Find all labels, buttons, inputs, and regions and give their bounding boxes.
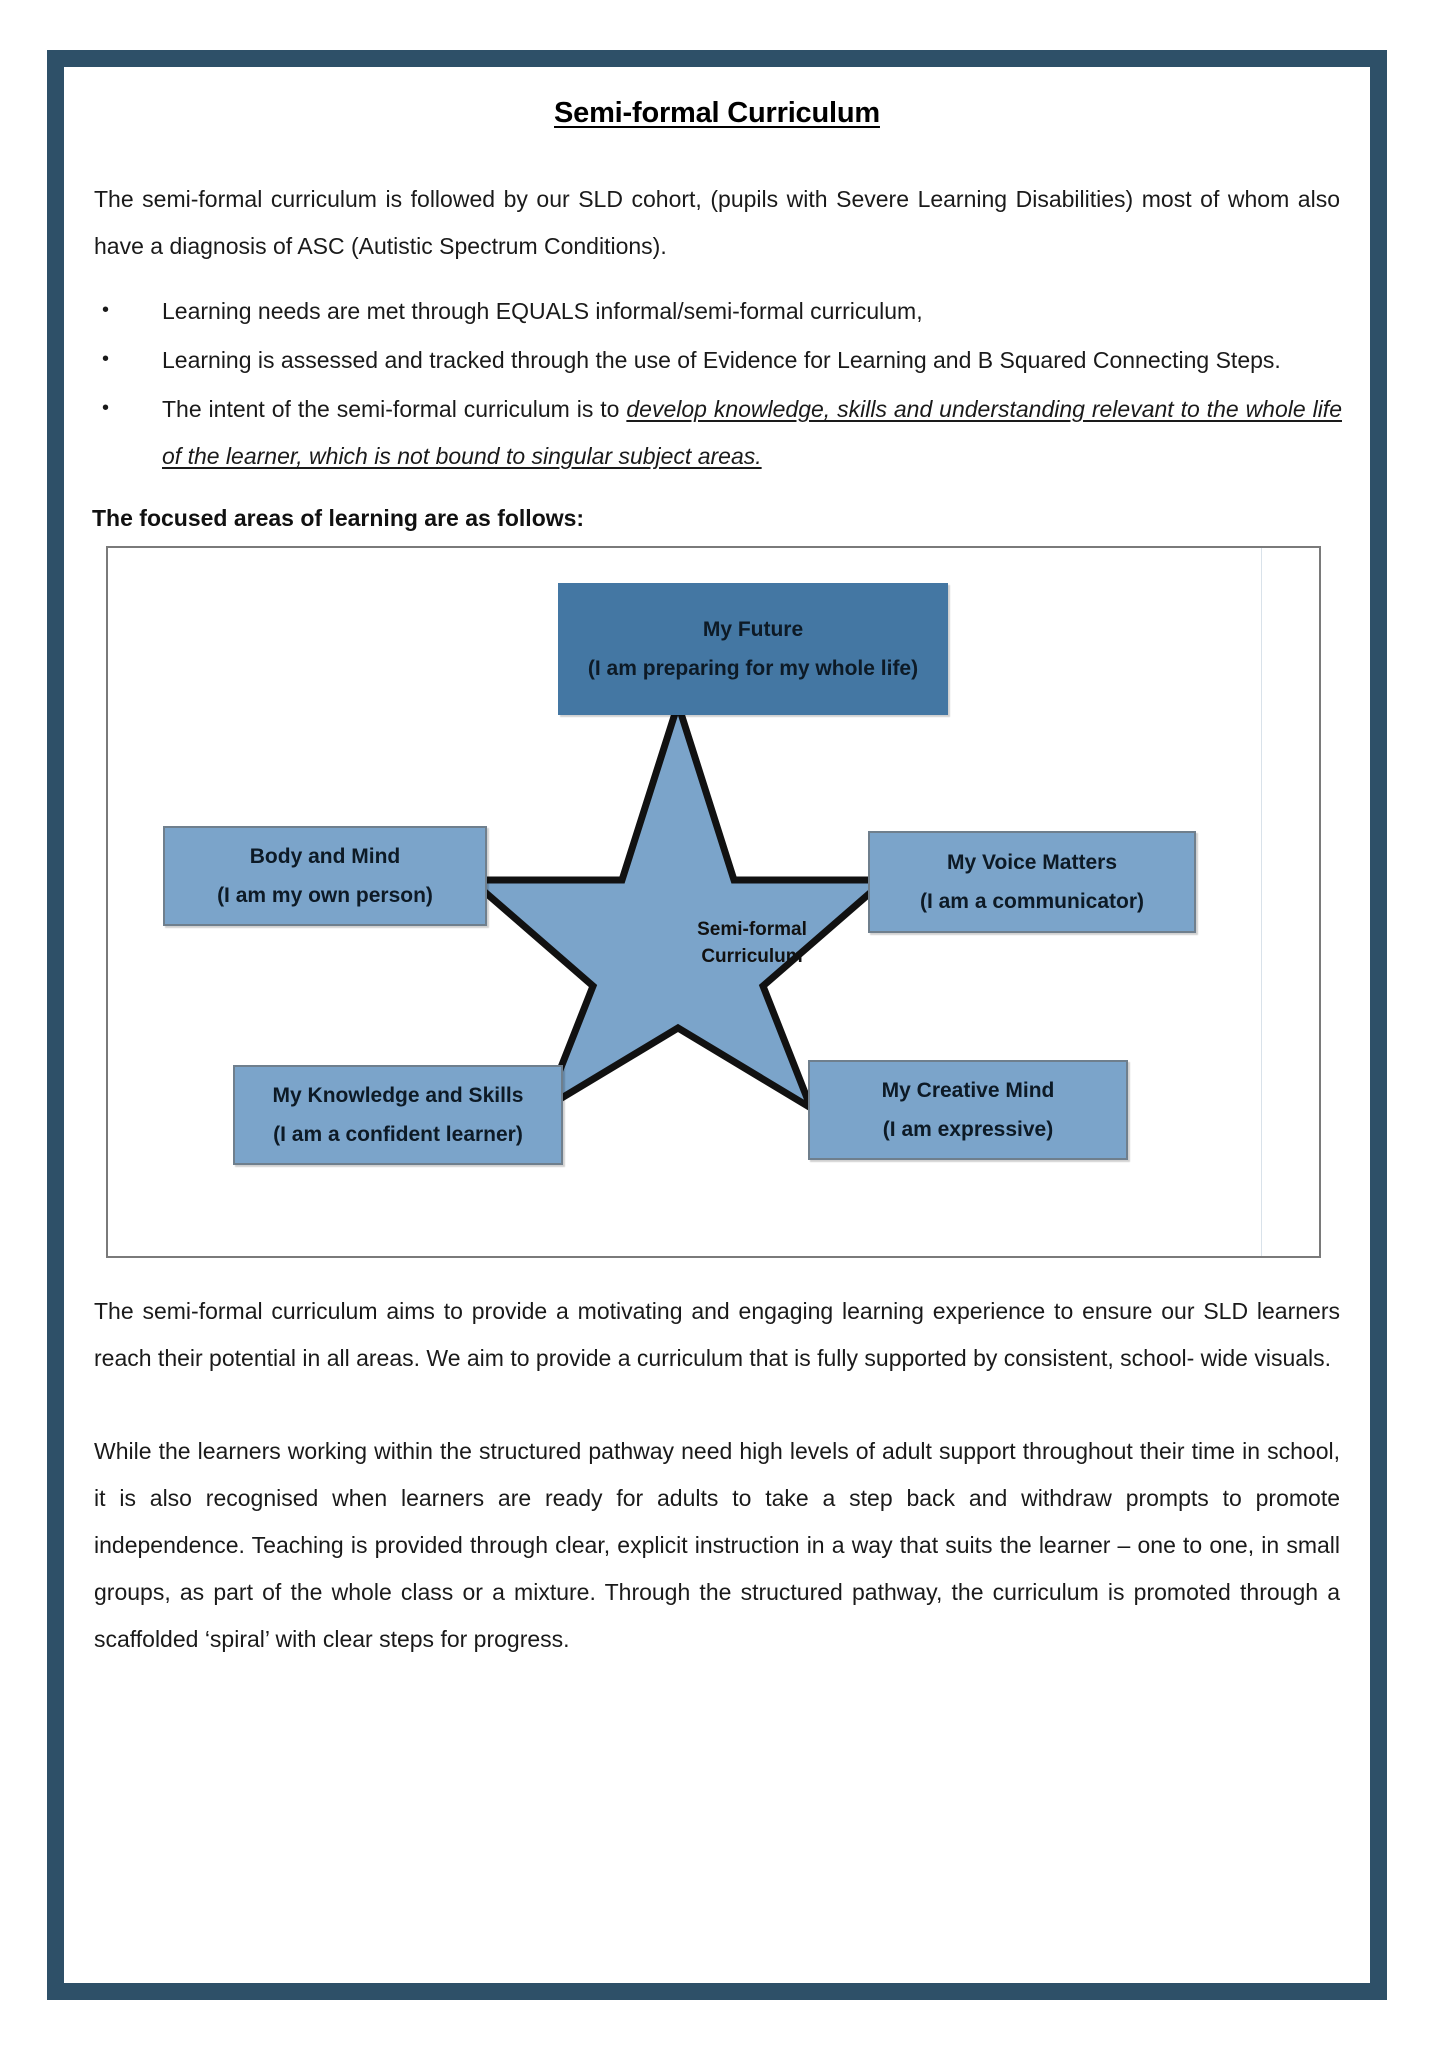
bullet-text: Learning is assessed and tracked through the use of Evidence for Learning and B Squared Connecting Steps. <box>162 347 1281 373</box>
node-title: My Future <box>702 618 804 641</box>
node-my-creative-mind <box>808 1060 1128 1160</box>
node-my-future <box>558 583 948 715</box>
list-item <box>92 386 1342 480</box>
bullet-text: Learning needs are met through EQUALS informal/semi-formal curriculum, <box>162 298 923 324</box>
key-points-list <box>92 288 1342 480</box>
pathway-paragraph: While the learners working within the structured pathway need high levels of adult support throughout their time in school, it is also recognised when learners are ready for adults to take a step back and withdraw prompts to promote independence. Teaching is provided through clear, explicit instruction in a way that suits the learner – one to one, in small groups, as part of the whole class or a mixture. Through the structured pathway, the curriculum is promoted through a scaffolded ‘spiral’ with clear steps for progress. <box>94 1438 1340 1652</box>
document-page-frame <box>47 50 1387 2000</box>
star-center-line-2: Curriculum <box>701 946 803 967</box>
star-center-label <box>667 916 837 970</box>
node-subtitle: (I am preparing for my whole life) <box>587 657 919 680</box>
bullet-emphasised-text: develop knowledge, skills and understanding relevant to the whole life of the learner, which is not bound to singular subject areas. <box>162 396 1342 469</box>
node-title: My Voice Matters <box>947 851 1117 874</box>
list-item <box>92 337 1342 384</box>
page-title: Semi-formal Curriculum <box>554 97 880 129</box>
node-subtitle: (I am a confident learner) <box>273 1123 523 1146</box>
bullet-text: The intent of the semi-formal curriculum is to <box>162 396 627 422</box>
star-center-line-1: Semi-formal <box>697 919 807 940</box>
node-my-voice-matters <box>868 831 1196 933</box>
list-item <box>92 288 1342 335</box>
node-body-and-mind <box>163 826 487 926</box>
focused-areas-label: The focused areas of learning are as follows: <box>92 505 585 531</box>
aims-paragraph: The semi-formal curriculum aims to provide a motivating and engaging learning experience to ensure our SLD learners reach their potential in all areas. We aim to provide a curriculum that is fully supported by consistent, school- wide visuals. <box>94 1298 1340 1371</box>
node-subtitle: (I am a communicator) <box>919 890 1145 913</box>
node-title: My Creative Mind <box>881 1079 1055 1102</box>
curriculum-star-diagram <box>106 546 1321 1258</box>
node-subtitle: (I am expressive) <box>882 1118 1054 1141</box>
node-title: Body and Mind <box>249 845 401 868</box>
intro-paragraph: The semi-formal curriculum is followed by our SLD cohort, (pupils with Severe Learning Disabilities) most of whom also have a diagnosis of ASC (Autistic Spectrum Conditions). <box>94 186 1340 259</box>
node-my-knowledge-and-skills <box>233 1065 563 1165</box>
star-shape <box>463 696 893 1116</box>
node-title: My Knowledge and Skills <box>272 1084 524 1107</box>
document-page <box>64 67 1370 1983</box>
node-subtitle: (I am my own person) <box>217 884 433 907</box>
diagram-inner-divider <box>1261 548 1262 1256</box>
